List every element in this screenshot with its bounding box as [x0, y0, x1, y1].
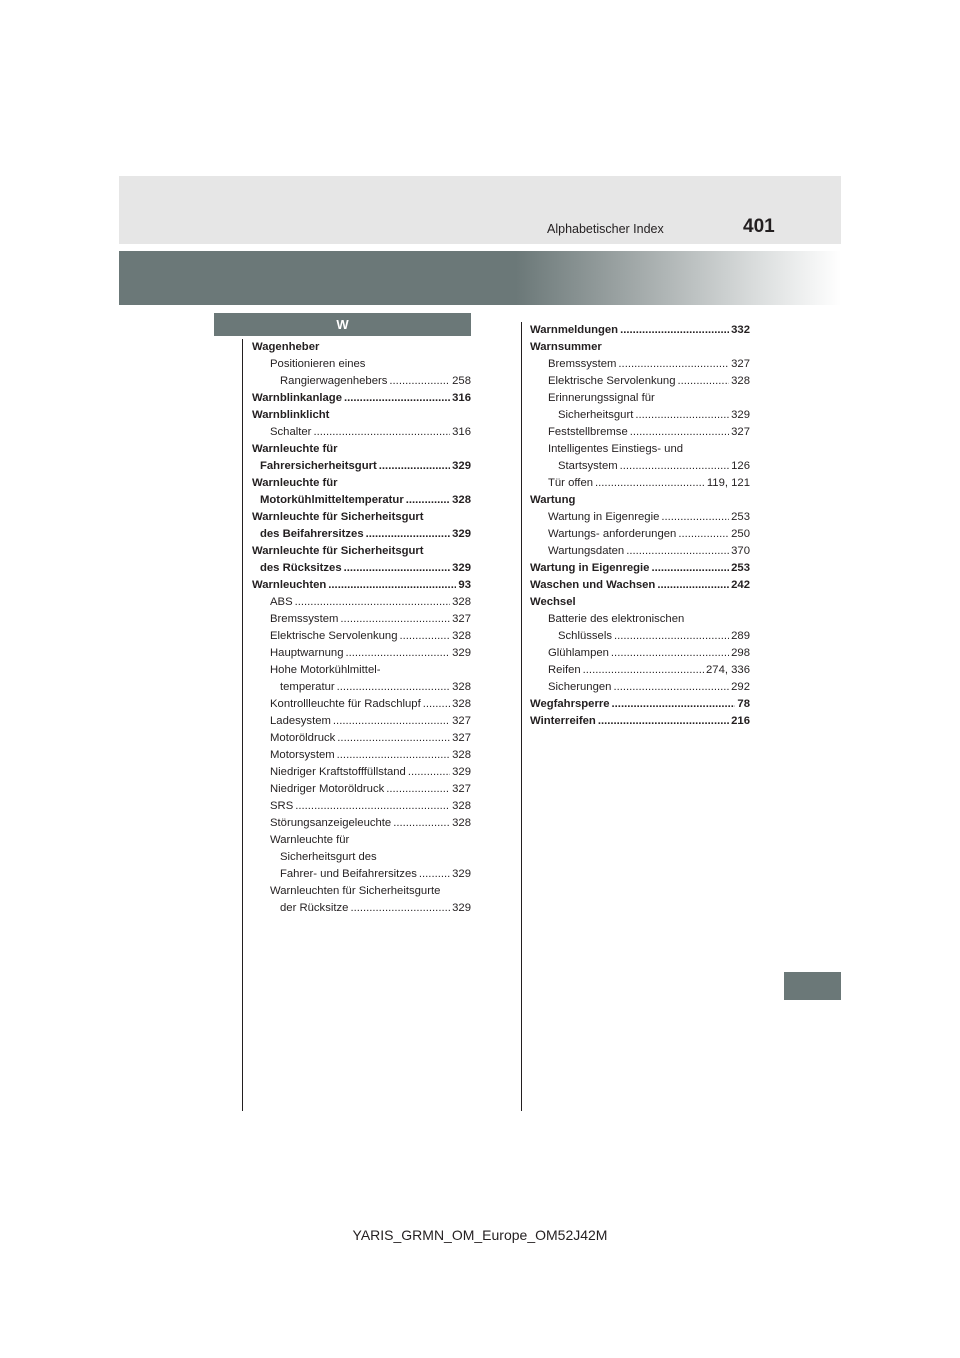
right-column-rule — [521, 322, 522, 1111]
index-entry — [530, 713, 750, 730]
index-entry-page[interactable]: 316 — [452, 426, 471, 438]
index-entry-term: des Rücksitzes — [260, 562, 342, 574]
dot-leader — [406, 492, 450, 509]
index-entry-page[interactable]: 328 — [452, 681, 471, 693]
index-entry-term: Feststellbremse — [548, 426, 628, 438]
index-entry — [252, 798, 471, 815]
index-heading: Intelligentes Einstiegs- und — [548, 443, 684, 455]
index-entry — [530, 526, 750, 543]
dot-leader — [614, 628, 729, 645]
dot-leader — [345, 645, 450, 662]
dot-leader — [399, 628, 450, 645]
dot-leader — [612, 696, 736, 713]
dot-leader — [337, 730, 450, 747]
index-entry — [530, 543, 750, 560]
index-entry-page[interactable]: 327 — [452, 613, 471, 625]
dot-leader — [393, 815, 450, 832]
index-entry-page[interactable]: 328 — [452, 800, 471, 812]
index-heading: Wartung — [530, 494, 576, 506]
dot-leader — [295, 798, 450, 815]
index-entry — [252, 594, 471, 611]
index-entry — [252, 560, 471, 577]
index-entry-term: Reifen — [548, 664, 581, 676]
index-entry — [252, 628, 471, 645]
index-entry-term: Niedriger Kraftstofffüllstand — [270, 766, 406, 778]
index-heading: Warnleuchte für — [252, 477, 338, 489]
index-heading: Warnblinklicht — [252, 409, 330, 421]
dot-leader — [419, 866, 450, 883]
index-entry — [252, 424, 471, 441]
index-entry-term: Winterreifen — [530, 715, 596, 727]
index-entry-term: temperatur — [280, 681, 335, 693]
index-entry-term: Kontrollleuchte für Radschlupf — [270, 698, 421, 710]
dot-leader — [295, 594, 451, 611]
index-entry-page[interactable]: 78 — [737, 698, 750, 710]
index-heading: Wagenheber — [252, 341, 320, 353]
dot-leader — [626, 543, 729, 560]
index-entry-term: Bremssystem — [270, 613, 339, 625]
index-entry — [530, 662, 750, 679]
dot-leader — [313, 424, 450, 441]
dot-leader — [340, 611, 450, 628]
index-entry-term: Warnblinkanlage — [252, 392, 342, 404]
index-entry — [252, 577, 471, 594]
index-entry-page[interactable]: 328 — [452, 630, 471, 642]
dot-leader — [657, 577, 729, 594]
index-entry-page[interactable]: 242 — [731, 579, 750, 591]
index-entry-page[interactable]: 327 — [452, 783, 471, 795]
index-entry — [530, 407, 750, 424]
index-entry-term: Ladesystem — [270, 715, 331, 727]
index-entry-page[interactable]: 328 — [452, 817, 471, 829]
index-entry — [252, 781, 471, 798]
index-entry-term: Wartung in Eigenregie — [548, 511, 660, 523]
index-heading: Warnsummer — [530, 341, 602, 353]
index-entry-page[interactable]: 216 — [731, 715, 750, 727]
index-entry — [252, 866, 471, 883]
index-entry — [252, 679, 471, 696]
index-entry — [252, 713, 471, 730]
index-entry-page[interactable]: 119, 121 — [706, 477, 750, 489]
index-entry-page[interactable]: 327 — [452, 715, 471, 727]
dot-leader — [408, 764, 450, 781]
dot-leader — [613, 679, 729, 696]
dot-leader — [620, 458, 730, 475]
index-column-left — [252, 339, 471, 917]
dot-leader — [611, 645, 729, 662]
index-entry-page[interactable]: 332 — [731, 324, 750, 336]
index-entry — [530, 373, 750, 390]
index-entry-page[interactable]: 327 — [731, 358, 750, 370]
index-entry-term: Elektrische Servolenkung — [270, 630, 398, 642]
index-heading: Wechsel — [530, 596, 576, 608]
index-entry-page[interactable]: 250 — [731, 528, 750, 540]
index-entry-page[interactable]: 292 — [731, 681, 750, 693]
dot-leader — [677, 373, 729, 390]
index-heading: Warnleuchten für Sicherheitsgurte — [270, 885, 441, 897]
index-entry-page[interactable]: 316 — [452, 392, 471, 404]
index-entry-page[interactable]: 126 — [731, 460, 750, 472]
index-entry-term: Rangierwagenhebers — [280, 375, 388, 387]
index-entry — [252, 747, 471, 764]
dot-leader — [337, 747, 450, 764]
index-entry-page[interactable]: 328 — [452, 494, 471, 506]
dot-leader — [423, 696, 450, 713]
index-entry-page[interactable]: 329 — [452, 647, 471, 659]
index-heading: Erinnerungssignal für — [548, 392, 655, 404]
index-entry — [252, 458, 471, 475]
index-heading: Hohe Motorkühlmittel- — [270, 664, 381, 676]
index-entry — [530, 475, 750, 492]
index-entry-page[interactable]: 329 — [452, 902, 471, 914]
dot-leader — [386, 781, 450, 798]
index-entry-page[interactable]: 328 — [731, 375, 750, 387]
index-entry-term: Glühlampen — [548, 647, 609, 659]
index-heading: Positionieren eines — [270, 358, 366, 370]
index-entry — [530, 628, 750, 645]
index-entry-page[interactable]: 327 — [452, 732, 471, 744]
index-entry-term: Tür offen — [548, 477, 594, 489]
index-entry-term: Fahrer- und Beifahrersitzes — [280, 868, 417, 880]
index-entry — [252, 373, 471, 390]
index-heading: Warnleuchte für Sicherheitsgurt — [252, 545, 424, 557]
index-entry-page[interactable]: 328 — [452, 596, 471, 608]
index-entry-page[interactable]: 258 — [452, 375, 471, 387]
index-entry-term: der Rücksitze — [280, 902, 349, 914]
index-entry-term: Wartung in Eigenregie — [530, 562, 650, 574]
index-entry — [530, 679, 750, 696]
index-entry-term: Motorsystem — [270, 749, 335, 761]
index-entry-term: Wartungs- anforderungen — [548, 528, 677, 540]
index-entry — [530, 322, 750, 339]
index-entry-term: Wegfahrsperre — [530, 698, 610, 710]
index-entry — [530, 645, 750, 662]
left-column-rule — [242, 339, 243, 1111]
dot-leader — [344, 390, 450, 407]
index-entry — [252, 611, 471, 628]
dot-leader — [366, 526, 451, 543]
index-entry-page[interactable]: 328 — [452, 749, 471, 761]
dot-leader — [651, 560, 729, 577]
index-entry-term: Sicherheitsgurt — [558, 409, 634, 421]
index-entry-term: Motorkühlmitteltemperatur — [260, 494, 404, 506]
index-entry-term: Hauptwarnung — [270, 647, 344, 659]
index-entry — [252, 526, 471, 543]
index-entry-page[interactable]: 329 — [452, 766, 471, 778]
index-letter-header: W — [214, 313, 471, 336]
index-entry — [530, 509, 750, 526]
document-footer: YARIS_GRMN_OM_Europe_OM52J42M — [352, 1227, 608, 1243]
index-entry — [530, 696, 750, 713]
index-entry-page[interactable]: 274, 336 — [706, 664, 750, 676]
dot-leader — [379, 458, 450, 475]
dot-leader — [635, 407, 729, 424]
page-number: 401 — [743, 216, 775, 237]
index-entry — [252, 645, 471, 662]
index-entry-term: Niedriger Motoröldruck — [270, 783, 385, 795]
index-entry — [530, 424, 750, 441]
index-entry-page[interactable]: 329 — [452, 562, 471, 574]
dot-leader — [595, 475, 705, 492]
dot-leader — [389, 373, 450, 390]
index-entry-page[interactable]: 329 — [452, 868, 471, 880]
index-entry-term: Warnmeldungen — [530, 324, 619, 336]
index-entry — [252, 764, 471, 781]
index-entry-page[interactable]: 289 — [731, 630, 750, 642]
index-entry-term: SRS — [270, 800, 294, 812]
chapter-tab — [784, 972, 841, 1000]
dot-leader — [630, 424, 729, 441]
index-entry-term: Störungsanzeigeleuchte — [270, 817, 392, 829]
index-entry — [530, 356, 750, 373]
page-title: Alphabetischer Index — [547, 222, 664, 236]
index-entry-page[interactable]: 253 — [731, 511, 750, 523]
dot-leader — [620, 322, 729, 339]
index-entry — [252, 815, 471, 832]
index-entry — [530, 560, 750, 577]
index-entry-page[interactable]: 253 — [731, 562, 750, 574]
dot-leader — [618, 356, 729, 373]
index-heading: Sicherheitsgurt des — [280, 851, 377, 863]
index-entry-term: Sicherungen — [548, 681, 612, 693]
index-entry — [252, 492, 471, 509]
dot-leader — [337, 679, 451, 696]
index-entry-term: Schlüssels — [558, 630, 612, 642]
index-column-right — [530, 322, 750, 730]
index-entry-term: ABS — [270, 596, 293, 608]
index-entry-page[interactable]: 298 — [731, 647, 750, 659]
dot-leader — [344, 560, 451, 577]
dot-leader — [583, 662, 704, 679]
index-entry-page[interactable]: 329 — [452, 460, 471, 472]
index-entry-page[interactable]: 328 — [452, 698, 471, 710]
index-heading: Batterie des elektronischen — [548, 613, 685, 625]
index-heading: Warnleuchte für Sicherheitsgurt — [252, 511, 424, 523]
index-heading: Warnleuchte für — [270, 834, 350, 846]
index-entry — [530, 577, 750, 594]
index-entry-term: Fahrersicherheitsgurt — [260, 460, 377, 472]
dot-leader — [678, 526, 729, 543]
index-entry — [252, 390, 471, 407]
index-entry-term: Bremssystem — [548, 358, 617, 370]
index-entry-term: Elektrische Servolenkung — [548, 375, 676, 387]
index-entry-page[interactable]: 93 — [458, 579, 471, 591]
index-entry-page[interactable]: 329 — [452, 528, 471, 540]
index-entry — [252, 730, 471, 747]
index-entry-term: Startsystem — [558, 460, 618, 472]
dot-leader — [661, 509, 729, 526]
index-entry-term: Warnleuchten — [252, 579, 327, 591]
dot-leader — [350, 900, 450, 917]
index-entry-term: Schalter — [270, 426, 312, 438]
index-entry-term: Wartungsdaten — [548, 545, 625, 557]
index-heading: Warnleuchte für — [252, 443, 338, 455]
dot-leader — [598, 713, 729, 730]
index-entry-term: des Beifahrersitzes — [260, 528, 364, 540]
dot-leader — [333, 713, 450, 730]
index-entry — [252, 900, 471, 917]
section-banner — [119, 251, 841, 305]
index-entry — [252, 696, 471, 713]
index-entry-page[interactable]: 370 — [731, 545, 750, 557]
index-entry-page[interactable]: 329 — [731, 409, 750, 421]
index-entry-term: Motoröldruck — [270, 732, 336, 744]
index-entry-page[interactable]: 327 — [731, 426, 750, 438]
dot-leader — [328, 577, 456, 594]
header-band — [119, 176, 841, 244]
index-entry-term: Waschen und Wachsen — [530, 579, 656, 591]
index-entry — [530, 458, 750, 475]
